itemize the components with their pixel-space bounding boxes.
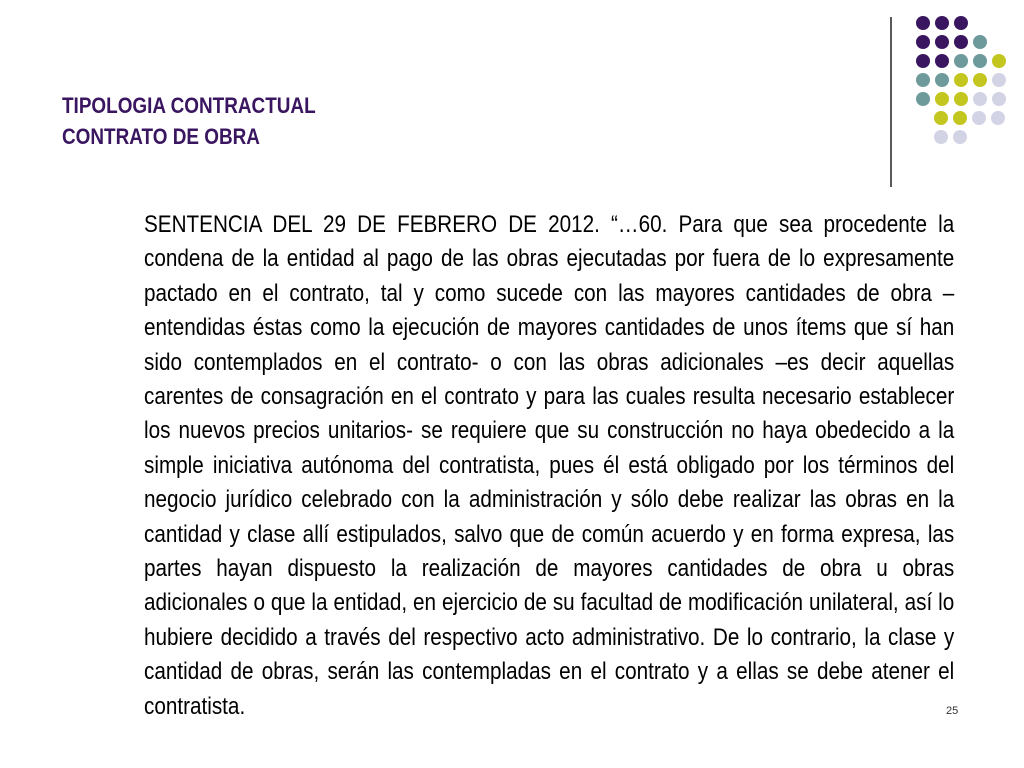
- decorative-dot: [916, 35, 930, 49]
- decorative-dot: [935, 35, 949, 49]
- decorative-dot: [916, 54, 930, 68]
- decorative-dot: [916, 92, 930, 106]
- decorative-dot: [953, 111, 967, 125]
- vertical-divider: [890, 17, 892, 187]
- decorative-dot: [973, 73, 987, 87]
- decorative-dot: [991, 111, 1005, 125]
- decorative-dot: [934, 111, 948, 125]
- decorative-dot: [992, 73, 1006, 87]
- decorative-dot: [992, 92, 1006, 106]
- decorative-dot: [954, 35, 968, 49]
- decorative-dot: [916, 16, 930, 30]
- decorative-dot: [954, 92, 968, 106]
- decorative-dot: [953, 130, 967, 144]
- decorative-dot: [935, 54, 949, 68]
- decorative-dot: [954, 73, 968, 87]
- page-number: 25: [946, 705, 959, 717]
- slide-title: [62, 90, 492, 152]
- decorative-dot: [992, 54, 1006, 68]
- decorative-dot: [935, 16, 949, 30]
- title-line-2: CONTRATO DE OBRA: [62, 124, 260, 149]
- decorative-dot: [916, 73, 930, 87]
- decorative-dot: [935, 92, 949, 106]
- decorative-dot: [934, 130, 948, 144]
- title-line-1: TIPOLOGIA CONTRACTUAL: [62, 93, 316, 118]
- decorative-dot: [973, 35, 987, 49]
- decorative-dot: [935, 73, 949, 87]
- body-text: SENTENCIA DEL 29 DE FEBRERO DE 2012. “…60. Para que sea procedente la condena de la entidad al pago de las obras ejecutadas por fuera de lo expresamente pactado en el contrato, tal y como sucede con las mayores cantidades de obra –entendidas éstas como la ejecución de mayores cantidades de unos ítems que sí han sido contemplados en el contrato- o con las obras adicionales –es decir aquellas carentes de consagración en el contrato y para las cuales resulta necesario establecer los nuevos precios unitarios- se requiere que su construcción no haya obedecido a la simple iniciativa autónoma del contratista, pues él está obligado por los términos del negocio jurídico celebrado con la administración y sólo debe realizar las obras en la cantidad y clase allí estipulados, salvo que de común acuerdo y en forma expresa, las partes hayan dispuesto la realización de mayores cantidades de obra u obras adicionales o que la entidad, en ejercicio de su facultad de modificación unilateral, así lo hubiere decidido a través del respectivo acto administrativo. De lo contrario, la clase y cantidad de obras, serán las contempladas en el contrato y a ellas se debe atener el contratista.: [144, 211, 955, 720]
- decorative-dot: [973, 54, 987, 68]
- decorative-dot: [973, 92, 987, 106]
- decorative-dot: [954, 54, 968, 68]
- decorative-dot: [954, 16, 968, 30]
- decorative-dot: [972, 111, 986, 125]
